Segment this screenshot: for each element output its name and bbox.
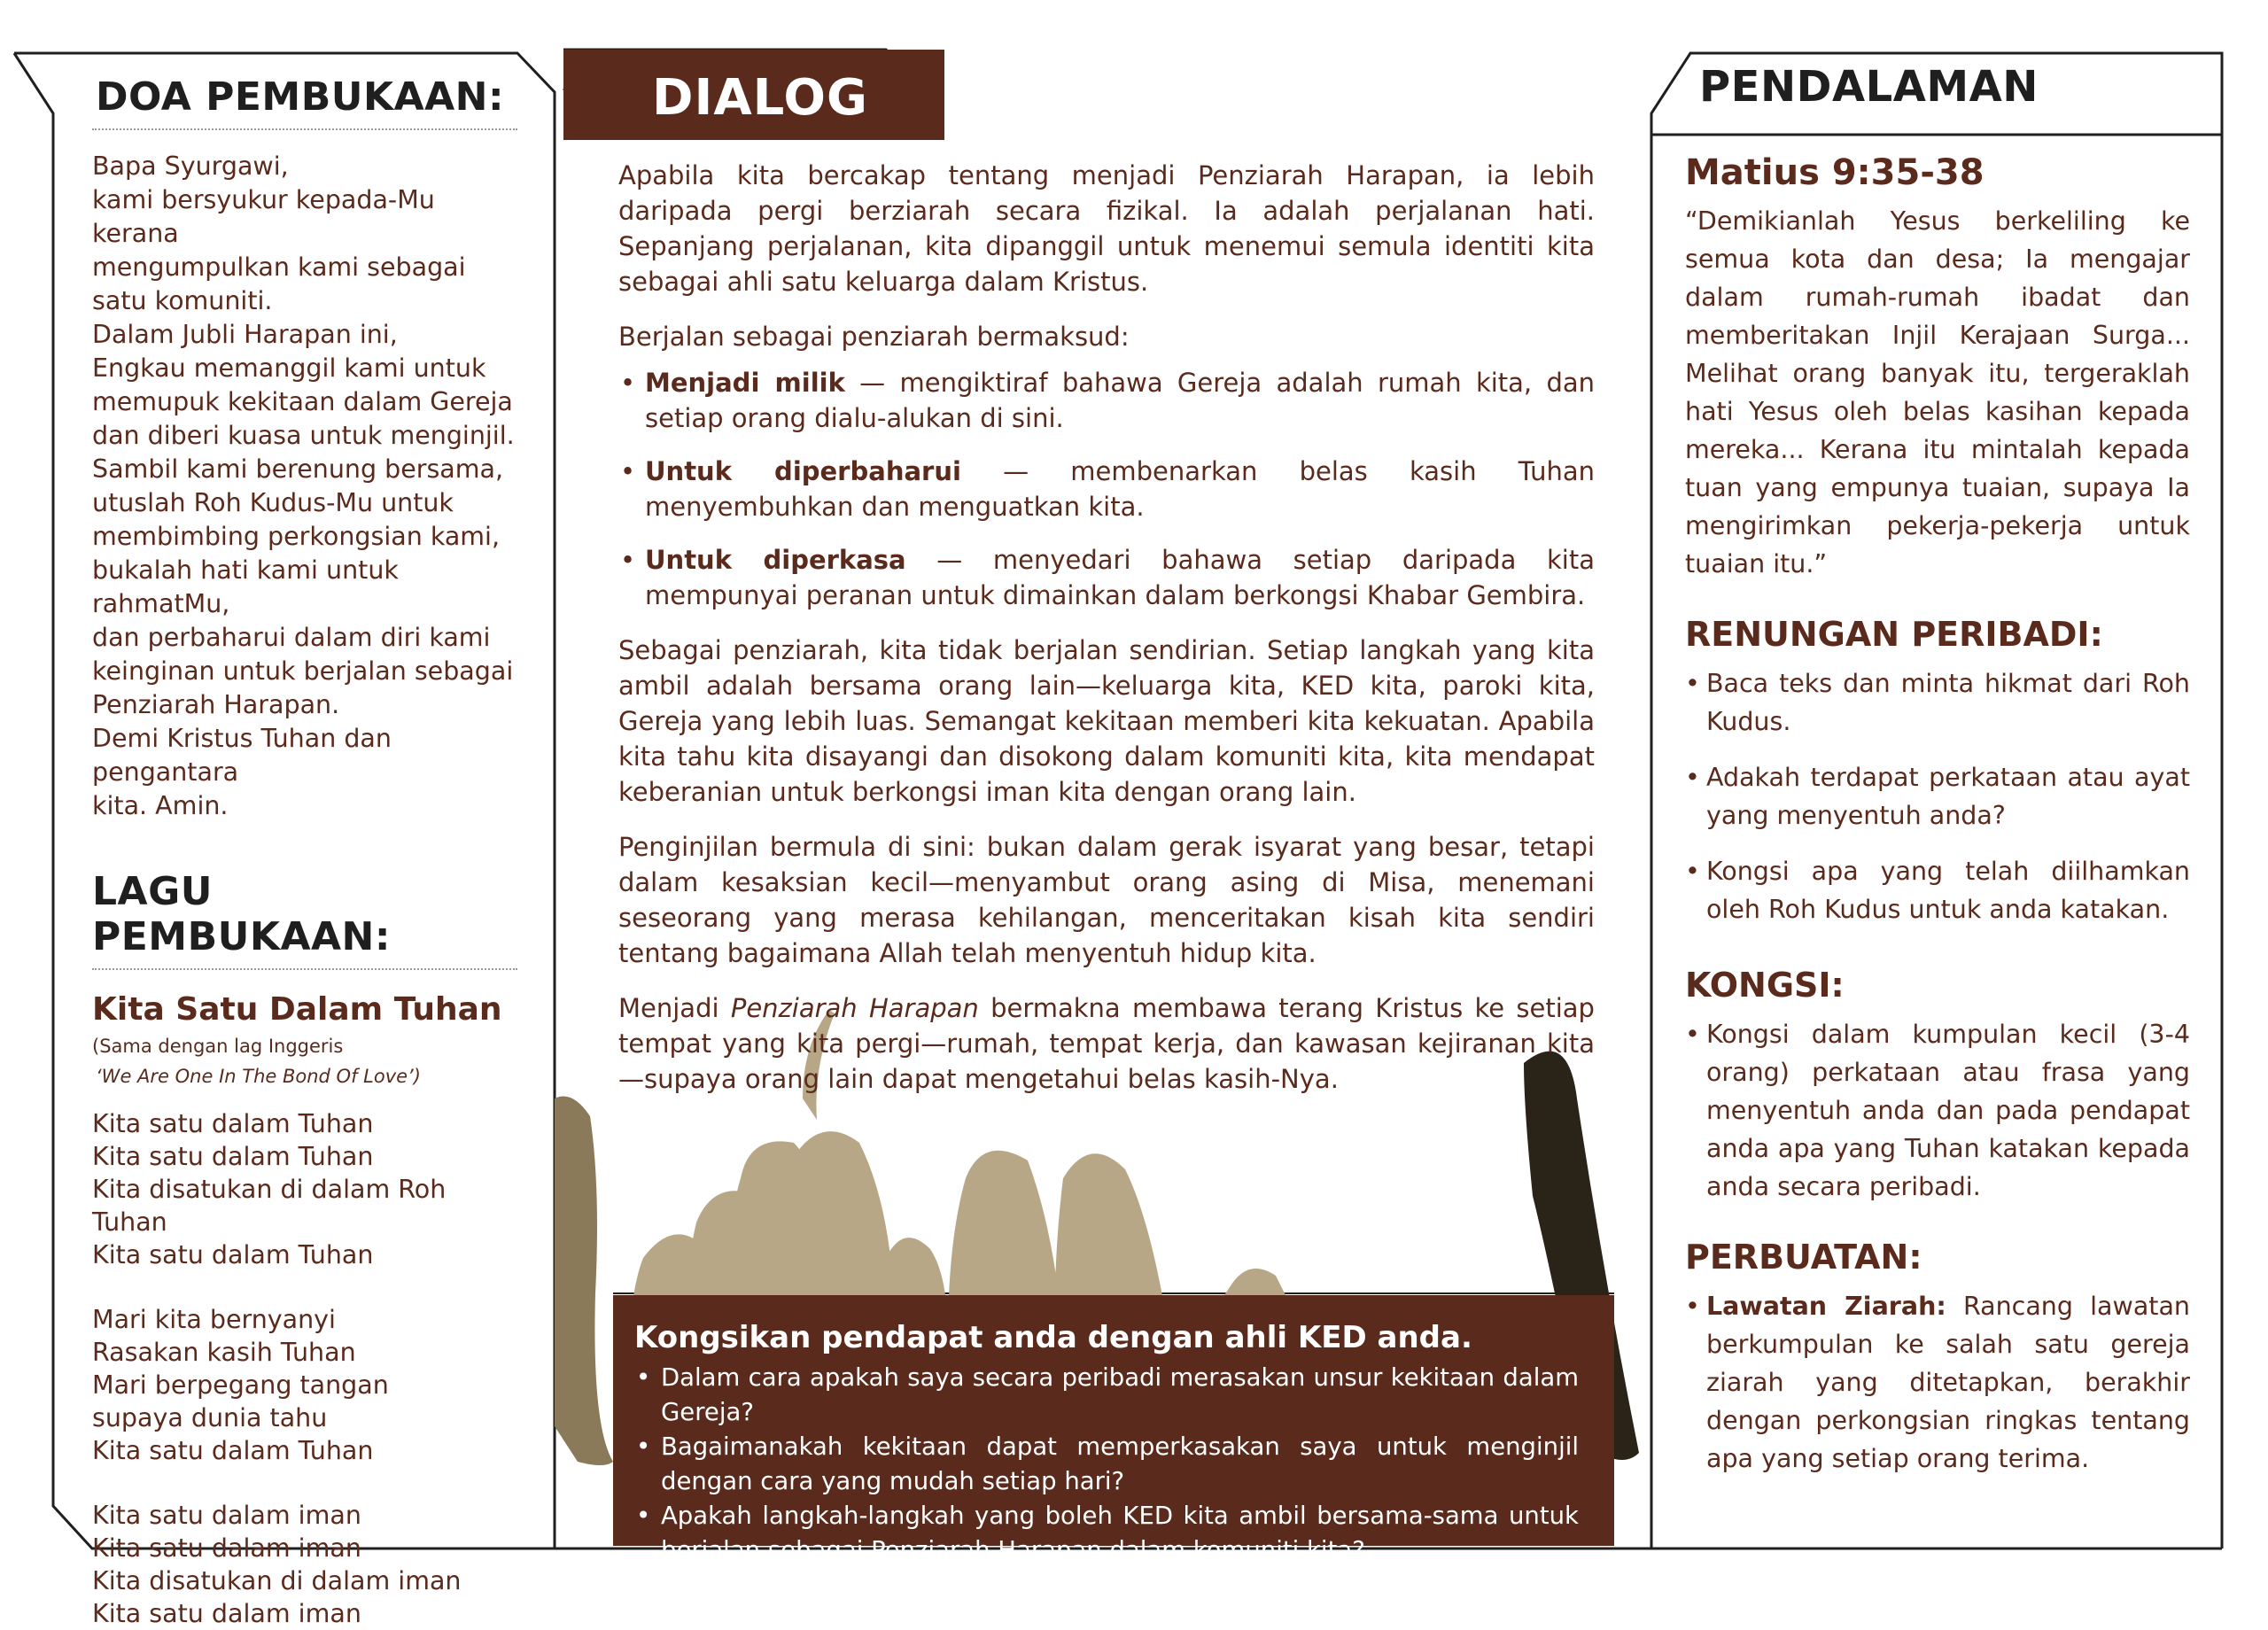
dialog-body [618, 158, 1595, 1116]
opening-prayer-heading: DOA PEMBUKAAN: [92, 50, 517, 130]
song-verse-1: Kita satu dalam Tuhan Kita satu dalam Tuhan Kita disatukan di dalam Roh Tuhan Kita satu dalam Tuhan [92, 1109, 447, 1269]
right-column [1685, 152, 2190, 1495]
dialog-paragraph: Berjalan sebagai penziarah bermaksud: [618, 322, 1130, 352]
song-verse-3: Kita satu dalam iman Kita satu dalam iman Kita disatukan di dalam iman Kita satu dalam iman [92, 1501, 462, 1628]
opening-song-heading: LAGU PEMBUKAAN: [92, 869, 517, 970]
dialog-paragraph: Menjadi Penziarah Harapan bermakna membawa terang Kristus ke setiap tempat yang kita pergi—rumah, tempat kerja, dan kawasan kejiranan kita—supaya orang lain dapat mengetahui belas kasih-Nya. [618, 993, 1595, 1094]
action-heading: PERBUATAN: [1685, 1238, 1922, 1277]
dialog-title: DIALOG [652, 69, 868, 127]
song-title: Kita Satu Dalam Tuhan [92, 991, 502, 1028]
left-column [92, 50, 517, 1630]
list-item: • Lawatan Ziarah: Rancang lawatan berkumpulan ke salah satu gereja ziarah yang ditetapkan, berakhir dengan perkongsian ringkas tentang apa yang setiap orang terima. [1685, 1287, 2190, 1478]
scripture-reference: Matius 9:35-38 [1685, 152, 1984, 193]
share-heading: KONGSI: [1685, 966, 1845, 1005]
list-item: • Menjadi milik — mengiktiraf bahawa Gereja adalah rumah kita, dan setiap orang dialu-alukan di sini. [618, 365, 1595, 436]
ked-title: Kongsikan pendapat anda dengan ahli KED anda. [634, 1320, 1472, 1355]
list-item: • Kongsi apa yang telah diilhamkan oleh Roh Kudus untuk anda katakan. [1685, 852, 2190, 928]
pilgrim-meaning-list [618, 365, 1595, 613]
reflection-list [1685, 664, 2190, 928]
song-verse-2: Mari kita bernyanyi Rasakan kasih Tuhan Mari berpegang tangan supaya dunia tahu Kita satu dalam Tuhan [92, 1305, 389, 1465]
dialog-paragraph: Penginjilan bermula di sini: bukan dalam gerak isyarat yang besar, tetapi dalam kesaksian kecil—menyambut orang asing di Misa, menemani seseorang yang merasa kehilangan, menceritakan kisah kita sendiri tentang bagaimana Allah telah menyentuh hidup kita. [618, 832, 1595, 968]
list-item: • Apakah langkah-langkah yang boleh KED kita ambil bersama-sama untuk berjalan sebagai Penziarah Harapan dalam komuniti kita? [634, 1499, 1579, 1568]
ked-discussion-box [613, 1295, 1614, 1564]
opening-prayer-text: Bapa Syurgawi, kami bersyukur kepada-Mu kerana mengumpulkan kami sebagai satu komuniti. Dalam Jubli Harapan ini, Engkau memanggil kami untuk memupuk kekitaan dalam Gereja dan diberi kuasa untuk menginjil. Sambil kami berenung bersama, utuslah Roh Kudus-Mu untuk membimbing perkongsian kami, bukalah hati kami untuk rahmatMu, dan perbaharui dalam diri kami keinginan untuk berjalan sebagai Penziarah Harapan. Demi Kristus Tuhan dan pengantara kita. Amin. [92, 151, 515, 820]
song-note: (Sama dengan lag Inggeris ‘We Are One In The Bond Of Love’) [92, 1036, 421, 1087]
list-item: • Untuk diperbaharui — membenarkan belas kasih Tuhan menyembuhkan dan menguatkan kita. [618, 454, 1595, 524]
dialog-paragraph: Apabila kita bercakap tentang menjadi Penziarah Harapan, ia lebih daripada pergi berziarah secara fizikal. Ia adalah perjalanan hati. Sepanjang perjalanan, kita dipanggil untuk menemui semula identiti kita sebagai ahli satu keluarga dalam Kristus. [618, 160, 1595, 297]
list-item: • Dalam cara apakah saya secara peribadi merasakan unsur kekitaan dalam Gereja? [634, 1361, 1579, 1430]
list-item: • Kongsi dalam kumpulan kecil (3-4 orang) perkataan atau frasa yang menyentuh anda dan pada pendapat anda apa yang Tuhan katakan kepada anda secara peribadi. [1685, 1015, 2190, 1206]
dialog-paragraph: Sebagai penziarah, kita tidak berjalan sendirian. Setiap langkah yang kita ambil adalah bersama orang lain—keluarga kita, KED kita, paroki kita, Gereja yang lebih luas. Semangat kekitaan memberi kita kekuatan. Apabila kita tahu kita disayangi dan disokong dalam komuniti kita, kita mendapat keberanian untuk berkongsi iman kita dengan orang lain. [618, 635, 1595, 807]
pendalaman-title: PENDALAMAN [1699, 62, 2039, 112]
list-item: • Baca teks dan minta hikmat dari Roh Kudus. [1685, 664, 2190, 741]
ked-question-list [613, 1361, 1614, 1568]
list-item: • Untuk diperkasa — menyedari bahawa setiap daripada kita mempunyai peranan untuk dimainkan dalam berkongsi Khabar Gembira. [618, 542, 1595, 613]
list-item: • Adakah terdapat perkataan atau ayat yang menyentuh anda? [1685, 758, 2190, 834]
share-list [1685, 1015, 2190, 1206]
scripture-text: “Demikianlah Yesus berkeliling ke semua kota dan desa; Ia mengajar dalam rumah-rumah ibadat dan memberitakan Injil Kerajaan Surga... Melihat orang banyak itu, tergeraklah hati Yesus oleh belas kasihan kepada mereka... Kerana itu mintalah kepada tuan yang empunya tuaian, supaya Ia mengirimkan pekerja-pekerja untuk tuaian itu.” [1685, 206, 2190, 578]
list-item: • Bagaimanakah kekitaan dapat memperkasakan saya untuk menginjil dengan cara yang mudah setiap hari? [634, 1430, 1579, 1499]
reflection-heading: RENUNGAN PERIBADI: [1685, 615, 2103, 654]
action-list [1685, 1287, 2190, 1478]
